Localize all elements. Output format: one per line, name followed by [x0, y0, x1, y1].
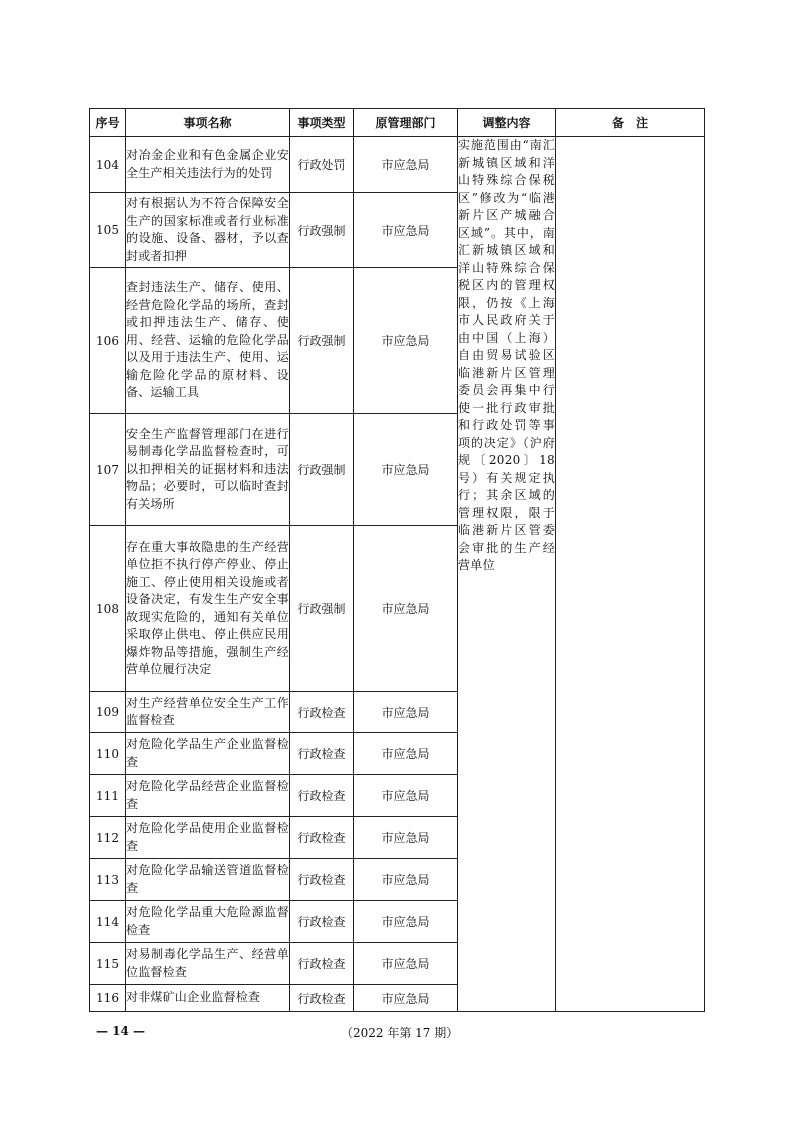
row-dept: 市应急局 [354, 859, 458, 901]
row-seq: 114 [90, 901, 126, 943]
row-dept: 市应急局 [354, 193, 458, 268]
row-name: 对危险化学品生产企业监督检查 [126, 733, 290, 775]
page-number: — 14 — [96, 1024, 146, 1038]
row-seq: 106 [90, 268, 126, 414]
matters-table [89, 108, 705, 1012]
row-dept: 市应急局 [354, 414, 458, 526]
table-row [90, 137, 705, 193]
row-type: 行政检查 [290, 775, 354, 817]
row-type: 行政检查 [290, 859, 354, 901]
row-type: 行政强制 [290, 268, 354, 414]
row-name: 对冶金企业和有色金属企业安全生产相关违法行为的处罚 [126, 137, 290, 193]
row-type: 行政强制 [290, 526, 354, 692]
row-name: 对生产经营单位安全生产工作监督检查 [126, 692, 290, 733]
row-dept: 市应急局 [354, 775, 458, 817]
row-dept: 市应急局 [354, 692, 458, 733]
row-seq: 108 [90, 526, 126, 692]
row-type: 行政检查 [290, 901, 354, 943]
row-name: 对危险化学品经营企业监督检查 [126, 775, 290, 817]
row-dept: 市应急局 [354, 943, 458, 985]
adjust-content-cell: 实施范围由“南汇新城镇区域和洋山特殊综合保税区”修改为“临港新片区产城融合区域”。其中，南汇新城镇区域和洋山特殊综合保税区内的管理权限，仍按《上海市人民政府关于由中国（上海）自由贸易试验区临港新片区管理委员会再集中行使一批行政审批和行政处罚等事项的决定》（沪府规〔2020〕18号）有关规定执行；其余区域的管理权限，限于临港新片区管委会审批的生产经营单位 [458, 137, 556, 1012]
row-seq: 107 [90, 414, 126, 526]
row-name: 存在重大事故隐患的生产经营单位拒不执行停产停业、停止施工、停止使用相关设施或者设备决定，有发生生产安全事故现实危险的，通知有关单位采取停止供电、停止供应民用爆炸物品等措施，强制生产经营单位履行决定 [126, 526, 290, 692]
row-type: 行政检查 [290, 733, 354, 775]
row-name: 对危险化学品重大危险源监督检查 [126, 901, 290, 943]
header-seq: 序号 [90, 109, 126, 137]
row-name: 对易制毒化学品生产、经营单位监督检查 [126, 943, 290, 985]
row-name: 对危险化学品输送管道监督检查 [126, 859, 290, 901]
row-seq: 110 [90, 733, 126, 775]
row-name: 对有根据认为不符合保障安全生产的国家标准或者行业标准的设施、设备、器材，予以查封或者扣押 [126, 193, 290, 268]
issue-label: （2022 年第 17 期） [341, 1026, 459, 1040]
header-dept: 原管理部门 [354, 109, 458, 137]
row-type: 行政处罚 [290, 137, 354, 193]
header-type: 事项类型 [290, 109, 354, 137]
row-seq: 113 [90, 859, 126, 901]
header-remark: 备 注 [556, 109, 705, 137]
row-seq: 104 [90, 137, 126, 193]
row-seq: 112 [90, 817, 126, 859]
row-name: 对危险化学品使用企业监督检查 [126, 817, 290, 859]
row-seq: 116 [90, 985, 126, 1012]
row-type: 行政检查 [290, 943, 354, 985]
table-header-row [90, 109, 705, 137]
row-name: 查封违法生产、储存、使用、经营危险化学品的场所，查封或扣押违法生产、储存、使用、经营、运输的危险化学品以及用于违法生产、使用、运输危险化学品的原材料、设备、运输工具 [126, 268, 290, 414]
row-seq: 109 [90, 692, 126, 733]
row-dept: 市应急局 [354, 817, 458, 859]
row-seq: 111 [90, 775, 126, 817]
row-name: 安全生产监督管理部门在进行易制毒化学品监督检查时，可以扣押相关的证据材料和违法物品；必要时，可以临时查封有关场所 [126, 414, 290, 526]
row-dept: 市应急局 [354, 137, 458, 193]
row-type: 行政检查 [290, 692, 354, 733]
row-seq: 105 [90, 193, 126, 268]
row-dept: 市应急局 [354, 526, 458, 692]
row-dept: 市应急局 [354, 985, 458, 1012]
row-type: 行政检查 [290, 985, 354, 1012]
row-type: 行政强制 [290, 414, 354, 526]
row-name: 对非煤矿山企业监督检查 [126, 985, 290, 1012]
row-seq: 115 [90, 943, 126, 985]
header-adjust: 调整内容 [458, 109, 556, 137]
row-type: 行政强制 [290, 193, 354, 268]
header-name: 事项名称 [126, 109, 290, 137]
row-dept: 市应急局 [354, 268, 458, 414]
row-dept: 市应急局 [354, 901, 458, 943]
row-dept: 市应急局 [354, 733, 458, 775]
row-type: 行政检查 [290, 817, 354, 859]
remark-cell [556, 137, 705, 1012]
